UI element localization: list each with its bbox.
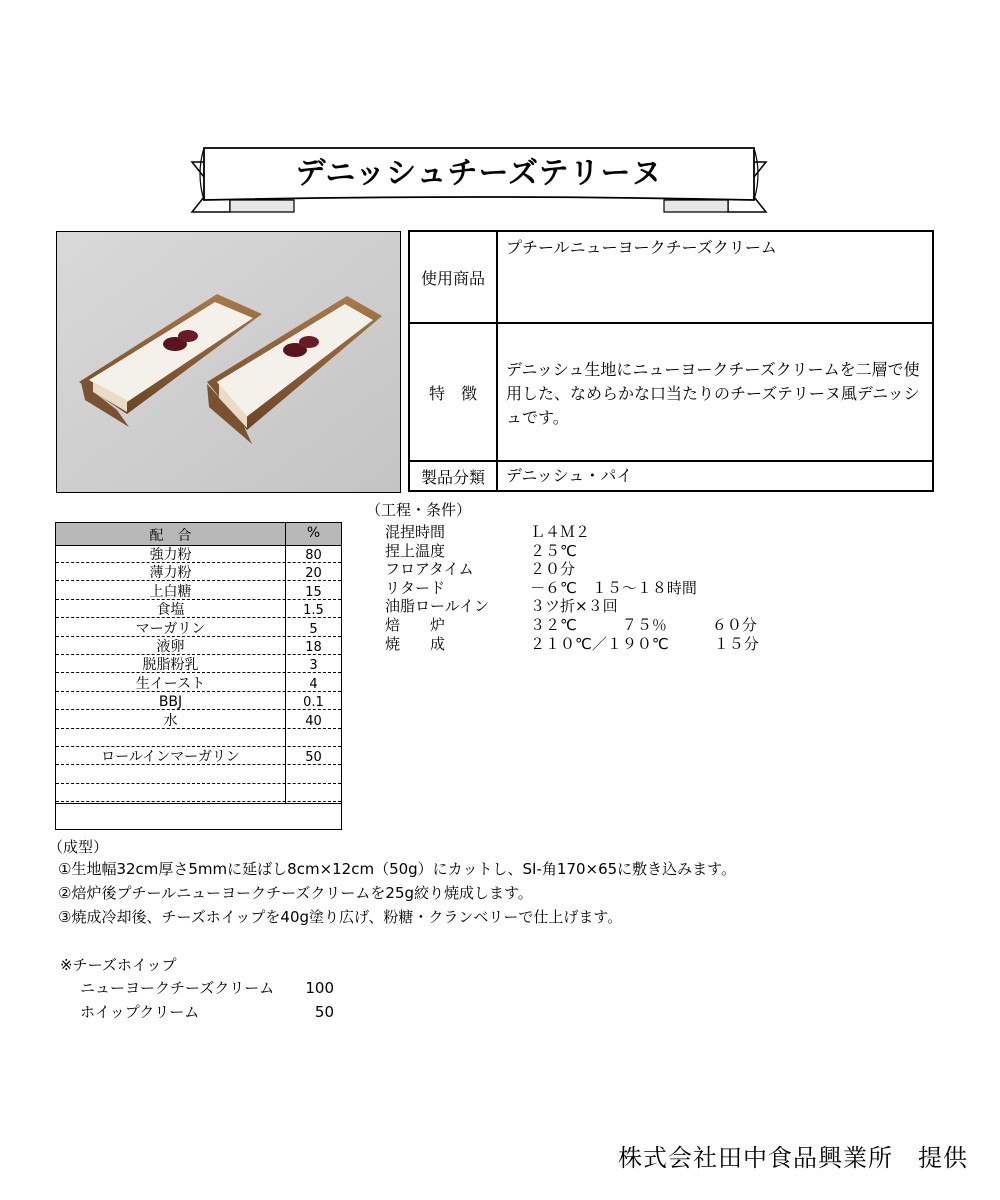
recipe-row — [56, 729, 341, 747]
recipe-row — [56, 563, 341, 581]
process-label: 油脂ロールイン — [385, 597, 489, 616]
recipe-row — [56, 582, 341, 600]
product-row — [410, 232, 932, 324]
recipe-row — [56, 655, 341, 673]
recipe-row — [56, 692, 341, 710]
feature-label: 特 徴 — [410, 324, 498, 460]
recipe-header-pct: % — [306, 525, 321, 541]
recipe-row — [56, 600, 341, 618]
method-heading: （成型） — [48, 838, 109, 856]
recipe-percent: 5 — [309, 621, 318, 637]
whip-heading: ※チーズホイップ — [60, 956, 177, 974]
recipe-column-divider — [285, 523, 286, 803]
feature-row — [410, 324, 932, 462]
recipe-row — [56, 619, 341, 637]
recipe-header-name: 配 合 — [149, 528, 192, 544]
process-value: ２５℃ — [530, 541, 577, 560]
process-value: ２０分 — [530, 560, 576, 579]
recipe-row — [56, 674, 341, 692]
method-step: ②焙炉後プチールニューヨークチーズクリームを25g絞り焼成します。 — [58, 884, 533, 902]
recipe-percent: 15 — [305, 584, 322, 600]
recipe-header — [56, 523, 341, 546]
process-label: 焼 成 — [385, 634, 446, 653]
product-value: プチールニューヨークチーズクリーム — [506, 238, 777, 257]
recipe-percent: 18 — [305, 640, 322, 655]
recipe-ingredient: 薄力粉 — [149, 565, 192, 582]
product-label: 使用商品 — [410, 232, 498, 322]
whip-amount: 100 — [305, 979, 334, 997]
recipe-ingredient: 液卵 — [156, 639, 185, 655]
recipe-percent: 0.1 — [303, 695, 324, 711]
page-title: デニッシュチーズテリーヌ — [295, 156, 663, 191]
recipe-ingredient: ロールインマーガリン — [101, 749, 240, 766]
recipe-row — [56, 711, 341, 729]
method-step: ①生地幅32cm厚さ5mmに延ばし8cm×12cm（50g）にカットし、SI-角170×65に敷き込みます。 — [58, 860, 736, 878]
footer-credit: 株式会社田中食品興業所 提供 — [618, 1144, 968, 1172]
recipe-row — [56, 766, 341, 784]
recipe-row — [56, 747, 341, 765]
category-label: 製品分類 — [410, 462, 498, 490]
recipe-percent: 50 — [305, 750, 322, 766]
info-table — [408, 230, 934, 492]
recipe-ingredient: 強力粉 — [149, 547, 192, 563]
process-label: リタード — [385, 578, 446, 597]
process-label: 捏上温度 — [385, 541, 446, 560]
process-label: 混捏時間 — [385, 523, 446, 541]
category-row — [410, 462, 932, 490]
process-value: －６℃ １５～１８時間 — [530, 578, 697, 597]
process-value: ３ツ折×３回 — [530, 597, 618, 616]
title-banner — [184, 140, 774, 220]
whip-ingredient: ニューヨークチーズクリーム — [80, 979, 275, 997]
process-value: ２１０℃／１９０℃ １５分 — [530, 634, 759, 653]
recipe-percent: 4 — [309, 676, 318, 692]
recipe-percent: 3 — [309, 658, 318, 674]
recipe-ingredient: 生イースト — [135, 675, 206, 692]
product-photo — [56, 231, 401, 493]
recipe-ingredient: マーガリン — [135, 620, 206, 637]
recipe-percent: 20 — [305, 566, 322, 582]
recipe-row — [56, 784, 341, 802]
process-value: ３２℃ ７５％ ６０分 — [530, 616, 757, 634]
recipe-row — [56, 545, 341, 563]
process-heading: （工程・条件） — [366, 501, 472, 519]
recipe-table — [55, 522, 342, 830]
whip-amount: 50 — [314, 1003, 334, 1021]
process-label: 焙 炉 — [385, 616, 446, 634]
recipe-ingredient: 上白糖 — [149, 583, 192, 600]
method-step: ③焼成冷却後、チーズホイップを40g塗り広げ、粉糖・クランベリーで仕上げます。 — [58, 908, 623, 926]
category-value: デニッシュ・パイ — [506, 466, 633, 485]
feature-value: デニッシュ生地にニューヨークチーズクリームを二層で使用した、なめらかな口当たりのチーズテリーヌ風デニッシュです。 — [506, 360, 920, 427]
process-value: Ｌ４Ｍ２ — [530, 523, 591, 541]
recipe-ingredient: 水 — [163, 712, 178, 729]
recipe-row — [56, 637, 341, 655]
recipe-ingredient: 脱脂粉乳 — [142, 657, 199, 674]
recipe-percent: 40 — [305, 713, 322, 729]
recipe-ingredient: 食塩 — [156, 602, 185, 619]
recipe-bottom-line — [56, 803, 341, 804]
recipe-ingredient: BBJ — [158, 694, 183, 711]
process-label: フロアタイム — [385, 560, 474, 579]
recipe-percent: 1.5 — [303, 603, 324, 619]
whip-ingredient: ホイップクリーム — [80, 1003, 200, 1021]
recipe-percent: 80 — [305, 548, 322, 563]
